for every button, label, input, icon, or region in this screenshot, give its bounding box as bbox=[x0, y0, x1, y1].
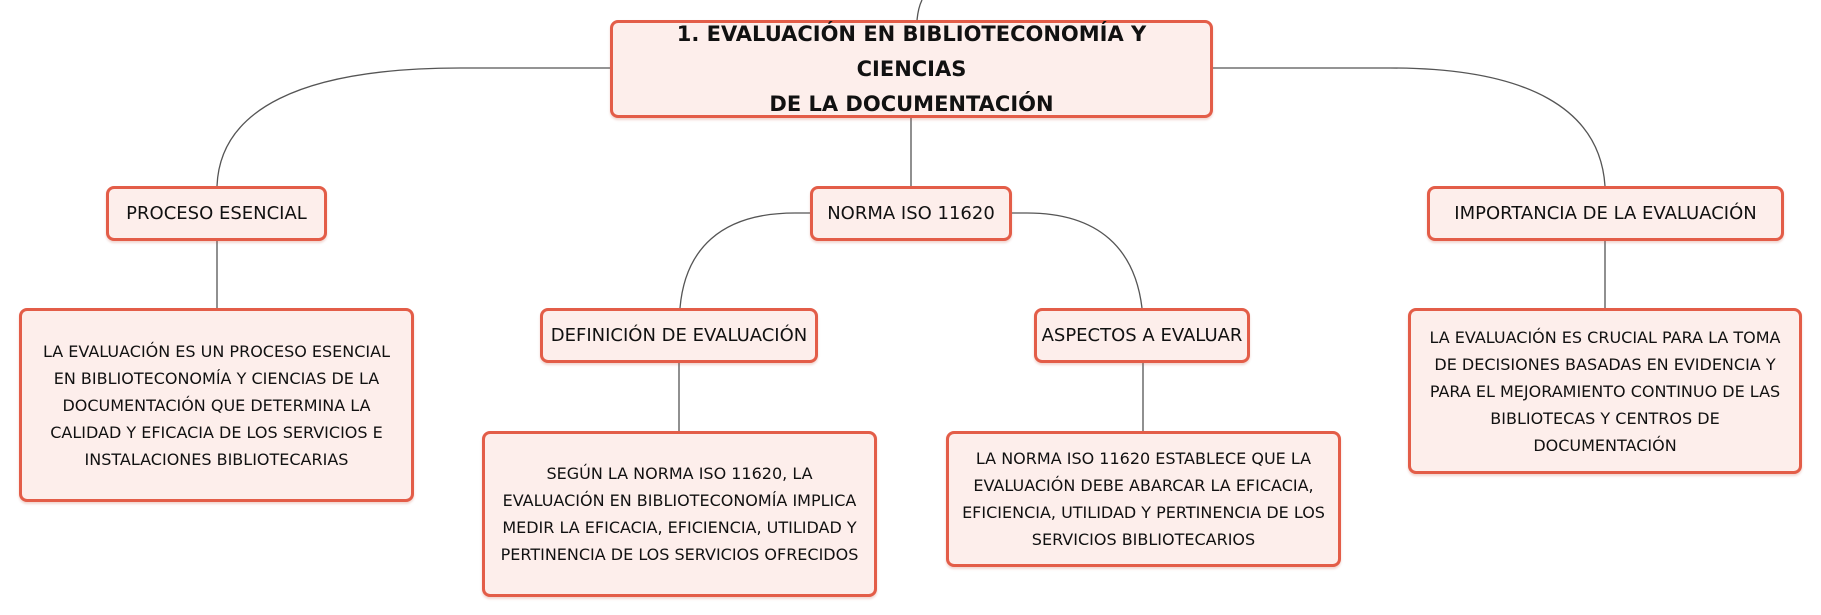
node-label: PROCESO ESENCIAL bbox=[126, 202, 307, 224]
node-label: IMPORTANCIA DE LA EVALUACIÓN bbox=[1454, 202, 1757, 224]
detail-aspectos-evaluar[interactable] bbox=[946, 431, 1341, 567]
detail-line: EVALUACIÓN DEBE ABARCAR LA EFICACIA, bbox=[973, 476, 1314, 495]
detail-line: DE DECISIONES BASADAS EN EVIDENCIA Y bbox=[1434, 354, 1776, 374]
node-importancia[interactable] bbox=[1427, 186, 1784, 241]
detail-line: LA NORMA ISO 11620 ESTABLECE QUE LA bbox=[975, 449, 1312, 468]
root-title-line-1: 1. EVALUACIÓN EN BIBLIOTECONOMÍA Y CIENCIAS bbox=[676, 21, 1147, 81]
detail-line: MEDIR LA EFICACIA, EFICIENCIA, UTILIDAD Y bbox=[502, 518, 857, 537]
detail-line: LA EVALUACIÓN ES UN PROCESO ESENCIAL bbox=[42, 341, 390, 361]
node-label: DEFINICIÓN DE EVALUACIÓN bbox=[550, 324, 808, 346]
detail-definicion-evaluacion[interactable] bbox=[482, 431, 877, 597]
connector-root-proceso bbox=[217, 68, 610, 186]
connector-norma-definicion bbox=[680, 213, 810, 308]
detail-line: INSTALACIONES BIBLIOTECARIAS bbox=[84, 449, 349, 469]
detail-line: CALIDAD Y EFICACIA DE LOS SERVICIOS E bbox=[50, 422, 383, 442]
detail-importancia[interactable] bbox=[1408, 308, 1802, 474]
node-label: ASPECTOS A EVALUAR bbox=[1041, 324, 1243, 346]
root-title-line-2: DE LA DOCUMENTACIÓN bbox=[769, 91, 1054, 116]
detail-line: EN BIBLIOTECONOMÍA Y CIENCIAS DE LA bbox=[53, 368, 380, 388]
node-proceso-esencial[interactable] bbox=[106, 186, 327, 241]
detail-line: EVALUACIÓN EN BIBLIOTECONOMÍA IMPLICA bbox=[502, 491, 857, 510]
connector-norma-aspectos bbox=[1012, 213, 1142, 308]
detail-line: LA EVALUACIÓN ES CRUCIAL PARA LA TOMA bbox=[1429, 327, 1781, 347]
detail-line: BIBLIOTECAS Y CENTROS DE bbox=[1490, 408, 1720, 428]
node-aspectos-evaluar[interactable] bbox=[1034, 308, 1250, 363]
detail-line: DOCUMENTACIÓN bbox=[1533, 435, 1677, 455]
detail-line: SERVICIOS BIBLIOTECARIOS bbox=[1031, 530, 1256, 549]
node-label: NORMA ISO 11620 bbox=[827, 202, 995, 224]
connector-root-importancia bbox=[1213, 68, 1605, 186]
detail-line: EFICIENCIA, UTILIDAD Y PERTINENCIA DE LOS bbox=[962, 503, 1325, 522]
detail-line: DOCUMENTACIÓN QUE DETERMINA LA bbox=[62, 395, 371, 415]
root-topic-node[interactable] bbox=[610, 20, 1213, 118]
detail-line: PERTINENCIA DE LOS SERVICIOS OFRECIDOS bbox=[500, 545, 859, 564]
detail-proceso-esencial[interactable] bbox=[19, 308, 414, 502]
node-norma-iso[interactable] bbox=[810, 186, 1012, 241]
detail-line: SEGÚN LA NORMA ISO 11620, LA bbox=[546, 464, 813, 483]
node-definicion-evaluacion[interactable] bbox=[540, 308, 818, 363]
detail-line: PARA EL MEJORAMIENTO CONTINUO DE LAS bbox=[1429, 381, 1781, 401]
